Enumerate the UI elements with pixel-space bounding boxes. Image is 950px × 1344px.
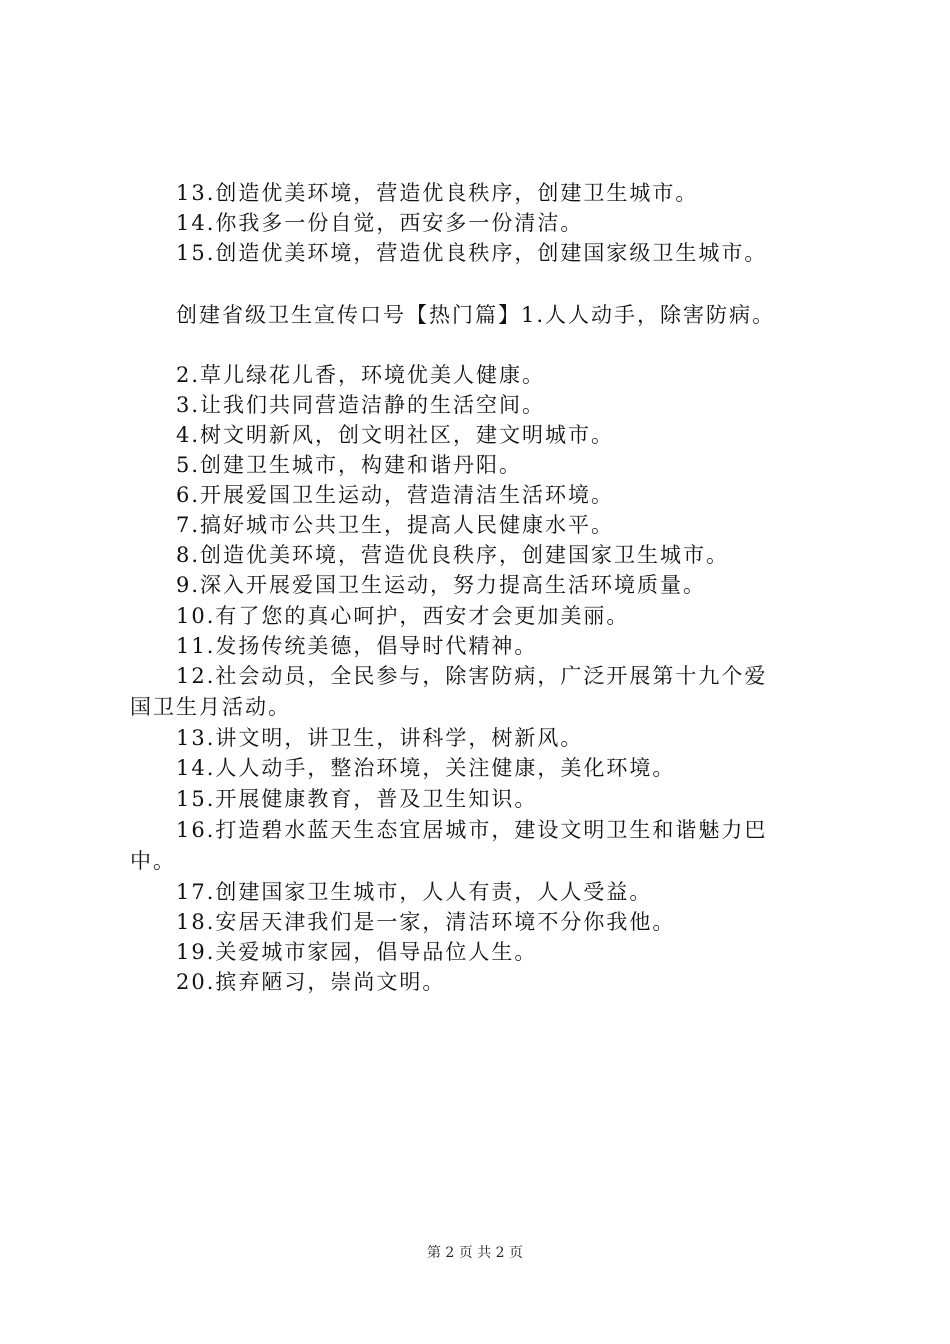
paragraph-line: 17.创建国家卫生城市，人人有责，人人受益。 <box>176 880 653 904</box>
paragraph-line: 16.打造碧水蓝天生态宜居城市，建设文明卫生和谐魅力巴 <box>176 818 768 842</box>
paragraph-line: 11.发扬传统美德，倡导时代精神。 <box>176 634 538 658</box>
paragraph-continuation-line: 国卫生月活动。 <box>130 695 291 719</box>
paragraph-line: 20.摈弃陋习，崇尚文明。 <box>176 970 446 994</box>
paragraph-line: 8.创造优美环境，营造优良秩序，创建国家卫生城市。 <box>176 543 730 567</box>
paragraph-line: 10.有了您的真心呵护，西安才会更加美丽。 <box>176 604 630 628</box>
paragraph-line: 3.让我们共同营造洁静的生活空间。 <box>176 393 546 417</box>
page-footer: 第 2 页 共 2 页 <box>426 1245 524 1261</box>
paragraph-line: 2.草儿绿花儿香，环境优美人健康。 <box>176 363 546 387</box>
paragraph-line: 18.安居天津我们是一家，清洁环境不分你我他。 <box>176 910 676 934</box>
paragraph-line: 6.开展爱国卫生运动，营造清洁生活环境。 <box>176 483 615 507</box>
paragraph-line: 4.树文明新风，创文明社区，建文明城市。 <box>176 423 615 447</box>
paragraph-line: 5.创建卫生城市，构建和谐丹阳。 <box>176 453 523 477</box>
paragraph-line: 7.搞好城市公共卫生，提高人民健康水平。 <box>176 513 615 537</box>
paragraph-line: 14.你我多一份自觉，西安多一份清洁。 <box>176 211 584 235</box>
paragraph-line: 13.讲文明，讲卫生，讲科学，树新风。 <box>176 726 584 750</box>
paragraph-line: 13.创造优美环境，营造优良秩序，创建卫生城市。 <box>176 181 699 205</box>
paragraph-continuation-line: 中。 <box>130 849 176 873</box>
paragraph-line: 19.关爱城市家园，倡导品位人生。 <box>176 940 538 964</box>
paragraph-line: 15.创造优美环境，营造优良秩序，创建国家级卫生城市。 <box>176 241 768 265</box>
section-heading-line: 创建省级卫生宣传口号【热门篇】1.人人动手，除害防病。 <box>176 303 776 327</box>
paragraph-line: 12.社会动员，全民参与，除害防病，广泛开展第十九个爱 <box>176 664 768 688</box>
paragraph-line: 14.人人动手，整治环境，关注健康，美化环境。 <box>176 756 676 780</box>
paragraph-line: 15.开展健康教育，普及卫生知识。 <box>176 787 538 811</box>
paragraph-line: 9.深入开展爱国卫生运动，努力提高生活环境质量。 <box>176 573 707 597</box>
